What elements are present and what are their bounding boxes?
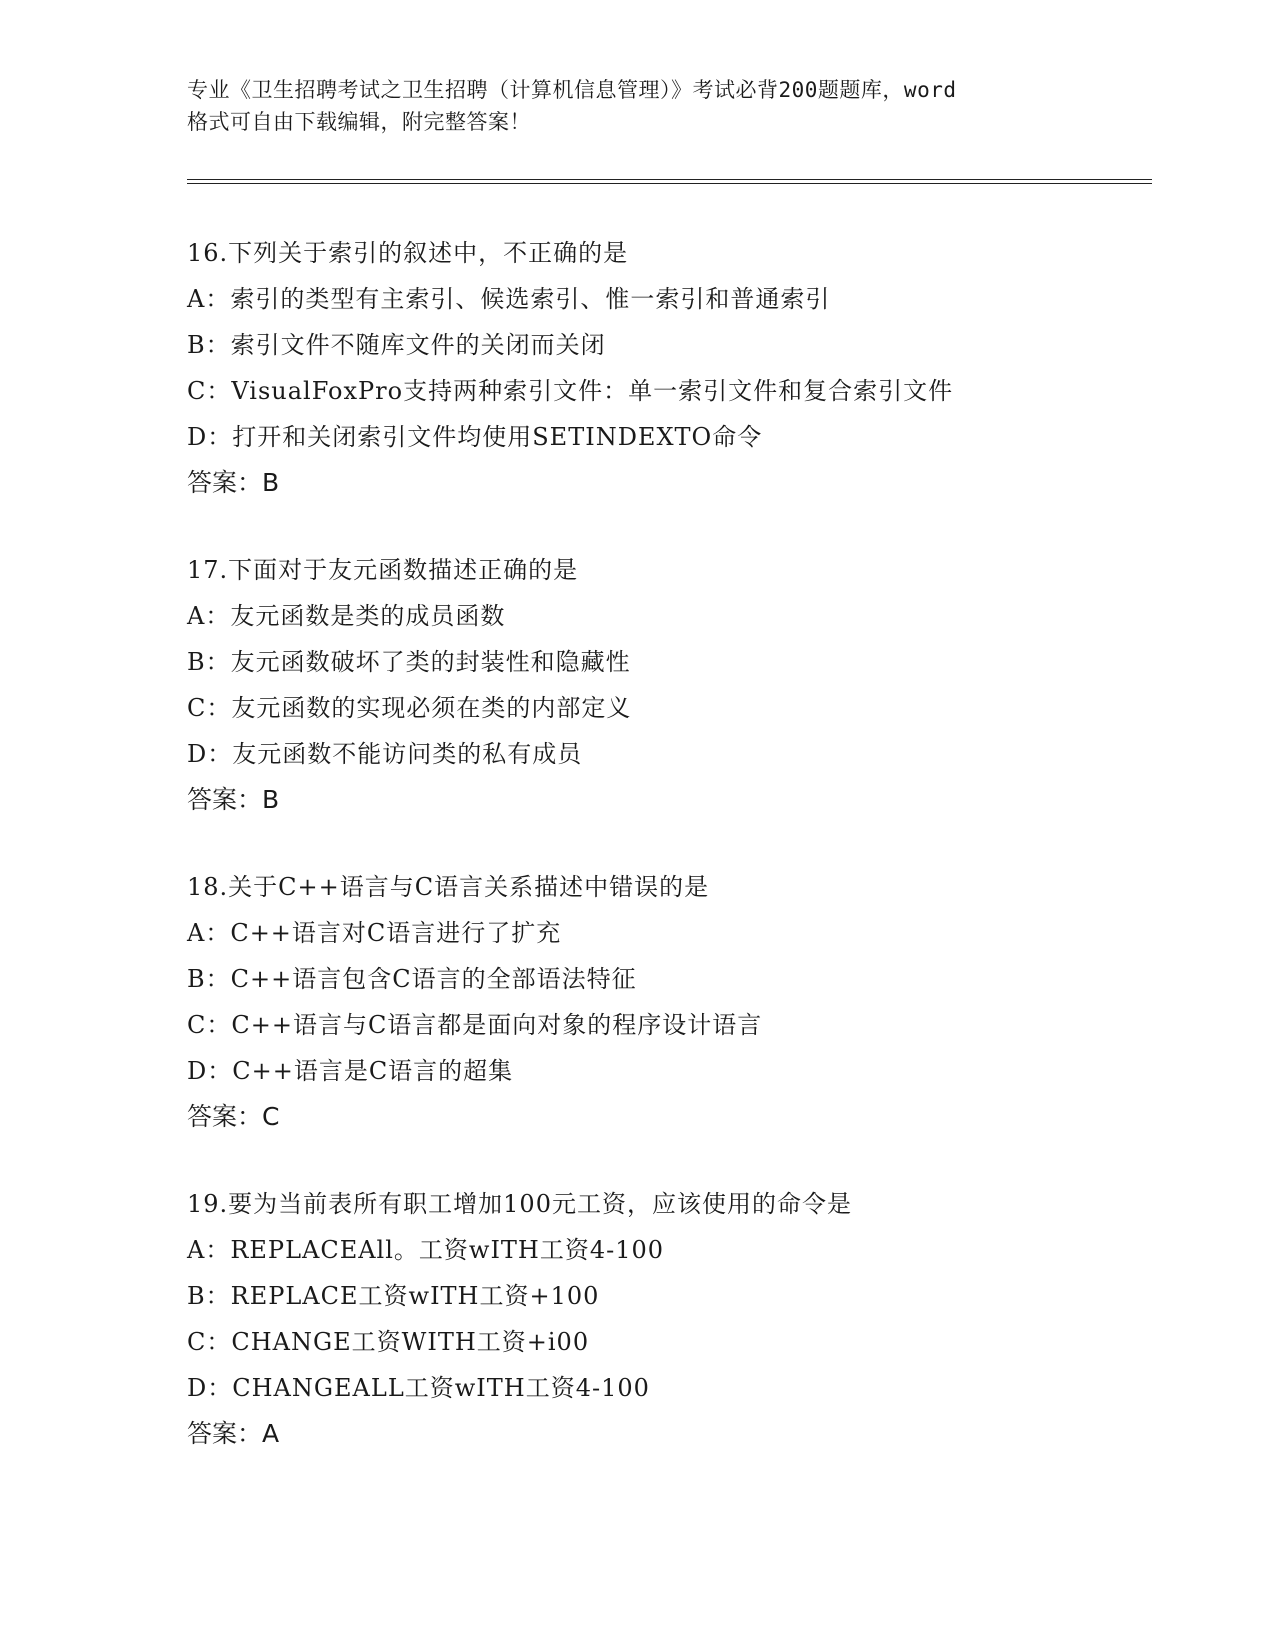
question-stem: 19.要为当前表所有职工增加100元工资，应该使用的命令是 bbox=[187, 1190, 852, 1218]
option-a: A：索引的类型有主索引、候选索引、惟一索引和普通索引 bbox=[187, 285, 831, 313]
question-stem: 17.下面对于友元函数描述正确的是 bbox=[187, 556, 579, 584]
option-d: D：C++语言是C语言的超集 bbox=[187, 1057, 514, 1085]
option-d: D：友元函数不能访问类的私有成员 bbox=[187, 740, 583, 768]
option-c: C：CHANGE工资WITH工资+i00 bbox=[187, 1328, 590, 1356]
question-19 bbox=[187, 1181, 1147, 1457]
answer-line: 答案：A bbox=[187, 1419, 280, 1448]
answer-line: 答案：B bbox=[187, 468, 280, 497]
option-a: A：友元函数是类的成员函数 bbox=[187, 602, 506, 630]
header-line-2: 格式可自由下载编辑，附完整答案！ bbox=[187, 110, 531, 134]
option-d: D：打开和关闭索引文件均使用SETINDEXTO命令 bbox=[187, 423, 763, 451]
header-divider-bottom bbox=[187, 183, 1152, 184]
answer-line: 答案：B bbox=[187, 785, 280, 814]
option-c: C：友元函数的实现必须在类的内部定义 bbox=[187, 694, 632, 722]
option-b: B：C++语言包含C语言的全部语法特征 bbox=[187, 965, 637, 993]
question-stem: 18.关于C++语言与C语言关系描述中错误的是 bbox=[187, 873, 710, 901]
answer-line: 答案：C bbox=[187, 1102, 280, 1131]
header-divider-top bbox=[187, 179, 1152, 180]
question-16 bbox=[187, 230, 1147, 506]
option-b: B：友元函数破坏了类的封装性和隐藏性 bbox=[187, 648, 631, 676]
option-c: C：VisualFoxPro支持两种索引文件：单一索引文件和复合索引文件 bbox=[187, 377, 954, 405]
question-17 bbox=[187, 547, 1147, 823]
option-b: B：REPLACE工资wITH工资+100 bbox=[187, 1282, 600, 1310]
question-18 bbox=[187, 864, 1147, 1140]
document-header bbox=[187, 74, 1087, 138]
option-b: B：索引文件不随库文件的关闭而关闭 bbox=[187, 331, 606, 359]
option-d: D：CHANGEALL工资wITH工资4-100 bbox=[187, 1374, 650, 1402]
question-stem: 16.下列关于索引的叙述中，不正确的是 bbox=[187, 239, 629, 267]
option-c: C：C++语言与C语言都是面向对象的程序设计语言 bbox=[187, 1011, 763, 1039]
option-a: A：C++语言对C语言进行了扩充 bbox=[187, 919, 562, 947]
header-line-1: 专业《卫生招聘考试之卫生招聘（计算机信息管理）》考试必背200题题库，word bbox=[187, 78, 957, 102]
option-a: A：REPLACEAll。工资wITH工资4-100 bbox=[187, 1236, 665, 1264]
